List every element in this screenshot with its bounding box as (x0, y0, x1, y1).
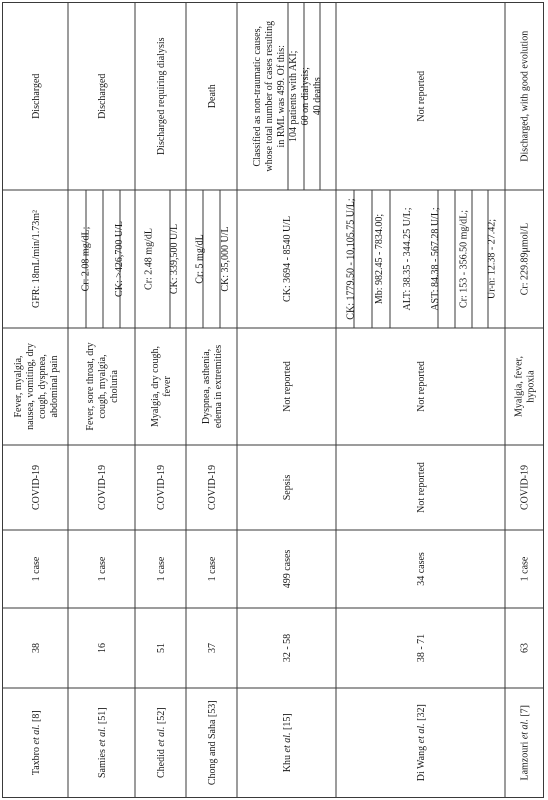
table-cells (13, 21, 537, 785)
symptoms-cell: Fever, sore throat, drycough, myalgia,choluria (85, 342, 120, 431)
reference-link[interactable]: [15] (282, 713, 293, 730)
symptoms-cell: Fever, myalgia,nausea, vomiting, drycough, dyspnea,abdominal pain (12, 343, 60, 430)
age-cell: 32 - 58 (282, 633, 293, 663)
cause-cell: Sepsis (282, 474, 293, 501)
lab-value: CK: >426,700 U/L (113, 221, 125, 297)
cause-cell: COVID-19 (207, 465, 218, 510)
age-cell: 16 (97, 643, 108, 653)
lab-value: Mb: 982.45 - 7834.00; (373, 213, 385, 305)
symptoms-cell: Not reported (282, 361, 293, 412)
lab-value: Cr: 2.48 mg/dL (143, 228, 155, 290)
outcome-cell: Death (207, 84, 218, 109)
reference-link[interactable]: [53] (207, 700, 218, 718)
lab-value: AST: 84.38 - 567.28 U/L; (430, 207, 442, 311)
author-cell: Di Wang et al. [32] (416, 704, 427, 782)
lab-value: Ur-n: 12.38 - 27.42; (486, 218, 498, 300)
symptoms-cell: Myalgia, dry cough,fever (150, 345, 173, 428)
author-cell: Lamzouri et al. [7] (519, 704, 531, 781)
cases-cell: 1 case (156, 556, 167, 582)
cases-cell: 1 case (519, 556, 531, 582)
lab-value: ALT: 38.35 - 344.25 U/L; (401, 207, 413, 311)
outcome-cell: Discharged requiring dialysis (156, 37, 167, 156)
outcome-cell: Discharged, with good evolution (519, 30, 531, 162)
symptoms-cell: Dyspnea, asthenia,edema in extremities (201, 344, 224, 429)
reference-link[interactable]: [51] (97, 707, 108, 725)
author-cell: Chedid et al. [52] (156, 707, 167, 779)
cases-cell: 34 cases (416, 552, 427, 586)
cases-cell: 499 cases (282, 549, 293, 589)
outcome-cell: Not reported (416, 70, 427, 122)
age-cell: 51 (156, 643, 167, 653)
lab-value: Cr: 5 mg/dL (194, 234, 206, 284)
symptoms-cell: Not reported (416, 361, 427, 412)
age-cell: 63 (519, 643, 531, 653)
lab-value: Cr: 153 - 356.50 mg/dL; (458, 209, 470, 309)
author-cell: Samies et al. [51] (97, 707, 108, 779)
reference-link[interactable]: [7] (519, 704, 531, 717)
cause-cell: COVID-19 (30, 465, 42, 510)
age-cell: 38 - 71 (416, 633, 427, 663)
lab-value: Cr: 229.89μmol/L (519, 222, 531, 296)
age-cell: 37 (207, 643, 218, 653)
cause-cell: Not reported (416, 462, 427, 513)
lab-value: GFR: 18mL/min/1.73m² (30, 209, 42, 309)
author-cell: Chong and Saha [53] (207, 700, 218, 786)
cause-cell: COVID-19 (156, 465, 167, 510)
lab-value: CK: 3694 - 8540 U/L (282, 215, 293, 303)
symptoms-cell: Myalgia, fever,hypoxia (513, 356, 537, 417)
cases-cell: 1 case (207, 556, 218, 582)
cases-cell: 1 case (97, 556, 108, 582)
lab-value: CK: 1779.50 - 10,105.75 U/L; (345, 198, 357, 320)
outcome-cell: Classified as non-traumatic causes,whose total number of cases resultingin RML was 499. Of this:104 patients with AKI;60 on dialysis;40 deaths (252, 20, 323, 172)
reference-link[interactable]: [52] (156, 707, 167, 725)
lab-value: CK: 339,500 U/L (168, 223, 180, 295)
author-cell: Taxbro et al. [8] (30, 710, 42, 776)
outcome-cell: Discharged (97, 73, 108, 119)
lab-value: CK: 35,000 U/L (219, 226, 231, 292)
lab-value: Cr: 2.08 mg/dL; (80, 226, 92, 292)
cause-cell: COVID-19 (97, 465, 108, 510)
reference-link[interactable]: [8] (30, 710, 42, 722)
author-cell: Khu et al. [15] (282, 713, 293, 773)
cause-cell: COVID-19 (519, 465, 531, 510)
cases-cell: 1 case (30, 556, 42, 582)
age-cell: 38 (30, 643, 42, 653)
outcome-cell: Discharged (30, 73, 42, 119)
reference-link[interactable]: [32] (416, 704, 427, 721)
